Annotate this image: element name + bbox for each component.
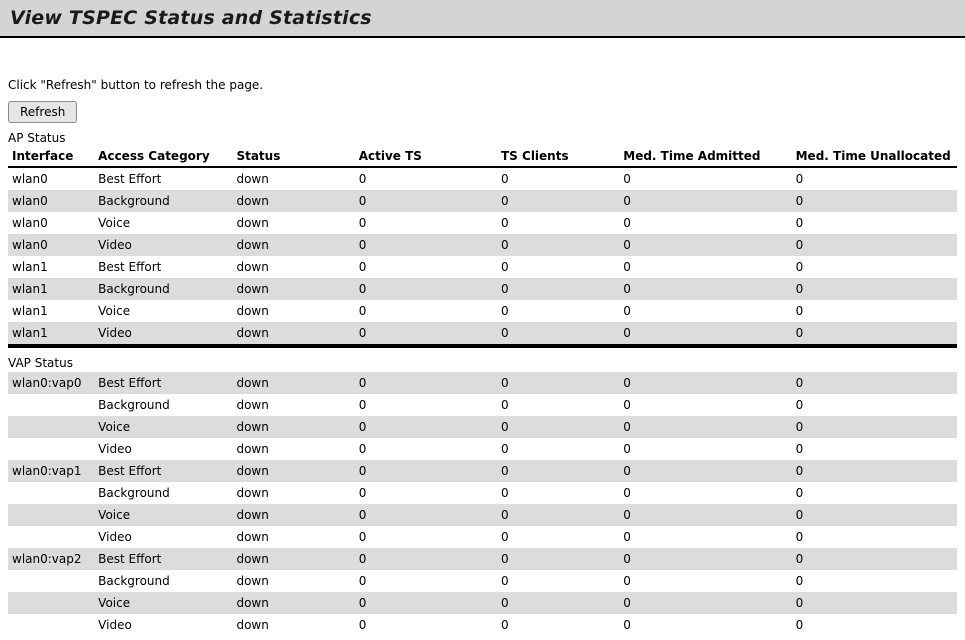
cell-active-ts: 0: [358, 216, 367, 230]
cell-med-time-admitted: 0: [623, 618, 631, 632]
cell-med-time-unallocated: 0: [792, 322, 957, 344]
table-row: [8, 394, 957, 416]
cell-med-time-unallocated: 0: [792, 460, 957, 482]
table-row: [8, 256, 957, 278]
cell-med-time-unallocated: 0: [795, 530, 804, 544]
cell-med-time-admitted: 0: [619, 190, 791, 212]
cell-interface: [8, 482, 94, 504]
cell-active-ts: 0: [358, 260, 367, 274]
cell-interface: wlan1: [8, 278, 94, 300]
cell-active-ts: 0: [358, 398, 367, 412]
cell-access-category: Background: [94, 190, 232, 212]
cell-ts-clients: 0: [501, 216, 509, 230]
cell-med-time-unallocated: 0: [792, 416, 957, 438]
cell-access-category: Best Effort: [94, 460, 232, 482]
cell-status: down: [232, 592, 354, 614]
cell-status: down: [232, 278, 354, 300]
cell-med-time-unallocated: 0: [795, 304, 804, 318]
cell-active-ts: 0: [355, 278, 497, 300]
cell-med-time-admitted: 0: [619, 234, 791, 256]
cell-interface: [8, 592, 94, 614]
cell-med-time-admitted: 0: [619, 278, 791, 300]
cell-active-ts: 0: [355, 372, 497, 394]
cell-interface: [8, 570, 94, 592]
cell-access-category: Best Effort: [98, 260, 162, 274]
cell-med-time-admitted: 0: [619, 416, 791, 438]
cell-status: down: [236, 304, 269, 318]
page-title-bar: [0, 0, 965, 38]
cell-status: down: [232, 372, 354, 394]
page-content: [0, 78, 965, 636]
cell-med-time-admitted: 0: [623, 442, 631, 456]
cell-status: down: [232, 548, 354, 570]
cell-active-ts: 0: [355, 322, 497, 344]
cell-access-category: Background: [94, 278, 232, 300]
cell-status: down: [236, 574, 269, 588]
cell-med-time-unallocated: 0: [795, 618, 804, 632]
cell-med-time-admitted: 0: [623, 486, 631, 500]
cell-ts-clients: 0: [501, 442, 509, 456]
table-row: [8, 614, 957, 636]
cell-ts-clients: 0: [497, 190, 619, 212]
cell-med-time-admitted: 0: [619, 504, 791, 526]
cell-active-ts: 0: [355, 592, 497, 614]
cell-interface: wlan0: [8, 190, 94, 212]
table-header-row: [8, 147, 957, 167]
cell-status: down: [236, 530, 269, 544]
cell-access-category: Video: [98, 442, 132, 456]
cell-med-time-unallocated: 0: [795, 398, 804, 412]
cell-status: down: [232, 234, 354, 256]
cell-interface: [8, 614, 94, 636]
table-row: [8, 190, 957, 212]
cell-ts-clients: 0: [497, 504, 619, 526]
cell-med-time-unallocated: 0: [795, 216, 804, 230]
vap-status-table-body: [8, 372, 957, 636]
refresh-button-row: [8, 101, 957, 123]
cell-med-time-admitted: 0: [623, 398, 631, 412]
cell-status: down: [236, 442, 269, 456]
column-header-access-category: Access Category: [94, 147, 232, 167]
cell-interface: wlan1: [8, 322, 94, 344]
cell-access-category: Voice: [94, 504, 232, 526]
cell-access-category: Background: [98, 398, 170, 412]
cell-access-category: Video: [94, 322, 232, 344]
column-header-active-ts: Active TS: [355, 147, 497, 167]
cell-status: down: [232, 504, 354, 526]
column-header-interface: Interface: [8, 147, 94, 167]
cell-access-category: Voice: [94, 416, 232, 438]
cell-med-time-unallocated: 0: [792, 548, 957, 570]
vap-status-table: [8, 372, 957, 636]
cell-status: down: [232, 322, 354, 344]
cell-active-ts: 0: [355, 234, 497, 256]
cell-ts-clients: 0: [497, 416, 619, 438]
cell-ts-clients: 0: [501, 172, 509, 186]
cell-access-category: Best Effort: [94, 548, 232, 570]
table-row: [8, 322, 957, 344]
cell-ts-clients: 0: [497, 548, 619, 570]
cell-access-category: Best Effort: [98, 172, 162, 186]
cell-med-time-unallocated: 0: [792, 234, 957, 256]
cell-status: down: [236, 486, 269, 500]
cell-active-ts: 0: [358, 442, 367, 456]
cell-ts-clients: 0: [501, 260, 509, 274]
cell-med-time-admitted: 0: [623, 530, 631, 544]
cell-interface: wlan0: [12, 216, 48, 230]
cell-med-time-admitted: 0: [619, 592, 791, 614]
cell-status: down: [236, 172, 269, 186]
cell-interface: [8, 504, 94, 526]
cell-active-ts: 0: [358, 304, 367, 318]
cell-status: down: [236, 398, 269, 412]
cell-ts-clients: 0: [497, 460, 619, 482]
cell-ts-clients: 0: [501, 398, 509, 412]
cell-ts-clients: 0: [501, 574, 509, 588]
cell-access-category: Background: [98, 574, 170, 588]
cell-ts-clients: 0: [497, 372, 619, 394]
cell-access-category: Voice: [98, 216, 131, 230]
cell-ts-clients: 0: [501, 618, 509, 632]
cell-med-time-unallocated: 0: [795, 574, 804, 588]
table-row: [8, 438, 957, 460]
cell-interface: wlan0:vap1: [8, 460, 94, 482]
cell-interface: [8, 394, 94, 416]
refresh-instruction: Click "Refresh" button to refresh the page.: [8, 78, 264, 92]
cell-med-time-admitted: 0: [623, 216, 631, 230]
cell-med-time-admitted: 0: [619, 460, 791, 482]
cell-active-ts: 0: [355, 548, 497, 570]
cell-med-time-unallocated: 0: [792, 278, 957, 300]
cell-med-time-unallocated: 0: [795, 486, 804, 500]
cell-ts-clients: 0: [497, 322, 619, 344]
table-row: [8, 212, 957, 234]
cell-interface: wlan0: [8, 234, 94, 256]
cell-ts-clients: 0: [497, 592, 619, 614]
cell-interface: wlan0:vap0: [8, 372, 94, 394]
cell-interface: wlan0:vap2: [8, 548, 94, 570]
cell-ts-clients: 0: [501, 304, 509, 318]
table-row: [8, 570, 957, 592]
cell-active-ts: 0: [355, 504, 497, 526]
page-title: View TSPEC Status and Statistics: [10, 7, 372, 29]
cell-med-time-admitted: 0: [619, 372, 791, 394]
cell-med-time-admitted: 0: [623, 304, 631, 318]
cell-interface: wlan0: [12, 172, 48, 186]
cell-ts-clients: 0: [497, 278, 619, 300]
refresh-button[interactable]: Refresh: [8, 101, 77, 123]
cell-active-ts: 0: [358, 574, 367, 588]
cell-ts-clients: 0: [501, 530, 509, 544]
column-header-med-time-admitted: Med. Time Admitted: [619, 147, 791, 167]
table-row: [8, 504, 957, 526]
cell-status: down: [236, 618, 269, 632]
table-row: [8, 300, 957, 322]
cell-med-time-unallocated: 0: [795, 442, 804, 456]
ap-status-label: AP Status: [8, 131, 66, 145]
cell-status: down: [232, 416, 354, 438]
cell-active-ts: 0: [358, 172, 367, 186]
section-divider: [8, 344, 957, 348]
cell-med-time-unallocated: 0: [792, 592, 957, 614]
cell-active-ts: 0: [355, 190, 497, 212]
ap-status-table: [8, 147, 957, 344]
cell-interface: [8, 526, 94, 548]
cell-status: down: [232, 460, 354, 482]
cell-active-ts: 0: [358, 486, 367, 500]
cell-status: down: [236, 260, 269, 274]
table-row: [8, 460, 957, 482]
cell-active-ts: 0: [358, 618, 367, 632]
cell-access-category: Video: [94, 234, 232, 256]
table-row: [8, 526, 957, 548]
cell-med-time-unallocated: 0: [795, 260, 804, 274]
cell-med-time-unallocated: 0: [792, 372, 957, 394]
ap-status-table-body: [8, 167, 957, 344]
cell-interface: wlan1: [12, 304, 48, 318]
cell-access-category: Best Effort: [94, 372, 232, 394]
cell-access-category: Voice: [94, 592, 232, 614]
table-row: [8, 592, 957, 614]
vap-status-label: VAP Status: [8, 356, 73, 370]
cell-med-time-unallocated: 0: [792, 190, 957, 212]
cell-status: down: [232, 190, 354, 212]
table-row: [8, 416, 957, 438]
cell-ts-clients: 0: [501, 486, 509, 500]
cell-active-ts: 0: [355, 416, 497, 438]
cell-med-time-admitted: 0: [623, 574, 631, 588]
table-row: [8, 372, 957, 394]
table-row: [8, 234, 957, 256]
column-header-ts-clients: TS Clients: [497, 147, 619, 167]
cell-access-category: Voice: [98, 304, 131, 318]
cell-active-ts: 0: [355, 460, 497, 482]
cell-med-time-unallocated: 0: [795, 172, 804, 186]
cell-med-time-admitted: 0: [623, 260, 631, 274]
cell-interface: [8, 438, 94, 460]
cell-med-time-unallocated: 0: [792, 504, 957, 526]
cell-med-time-admitted: 0: [619, 322, 791, 344]
cell-access-category: Background: [98, 486, 170, 500]
cell-access-category: Video: [98, 618, 132, 632]
cell-interface: [8, 416, 94, 438]
column-header-status: Status: [232, 147, 354, 167]
cell-active-ts: 0: [358, 530, 367, 544]
table-row: [8, 548, 957, 570]
table-row: [8, 278, 957, 300]
cell-med-time-admitted: 0: [623, 172, 631, 186]
cell-interface: wlan1: [12, 260, 48, 274]
cell-status: down: [236, 216, 269, 230]
cell-ts-clients: 0: [497, 234, 619, 256]
cell-med-time-admitted: 0: [619, 548, 791, 570]
column-header-med-time-unallocated: Med. Time Unallocated: [792, 147, 957, 167]
table-row: [8, 167, 957, 190]
table-row: [8, 482, 957, 504]
cell-access-category: Video: [98, 530, 132, 544]
